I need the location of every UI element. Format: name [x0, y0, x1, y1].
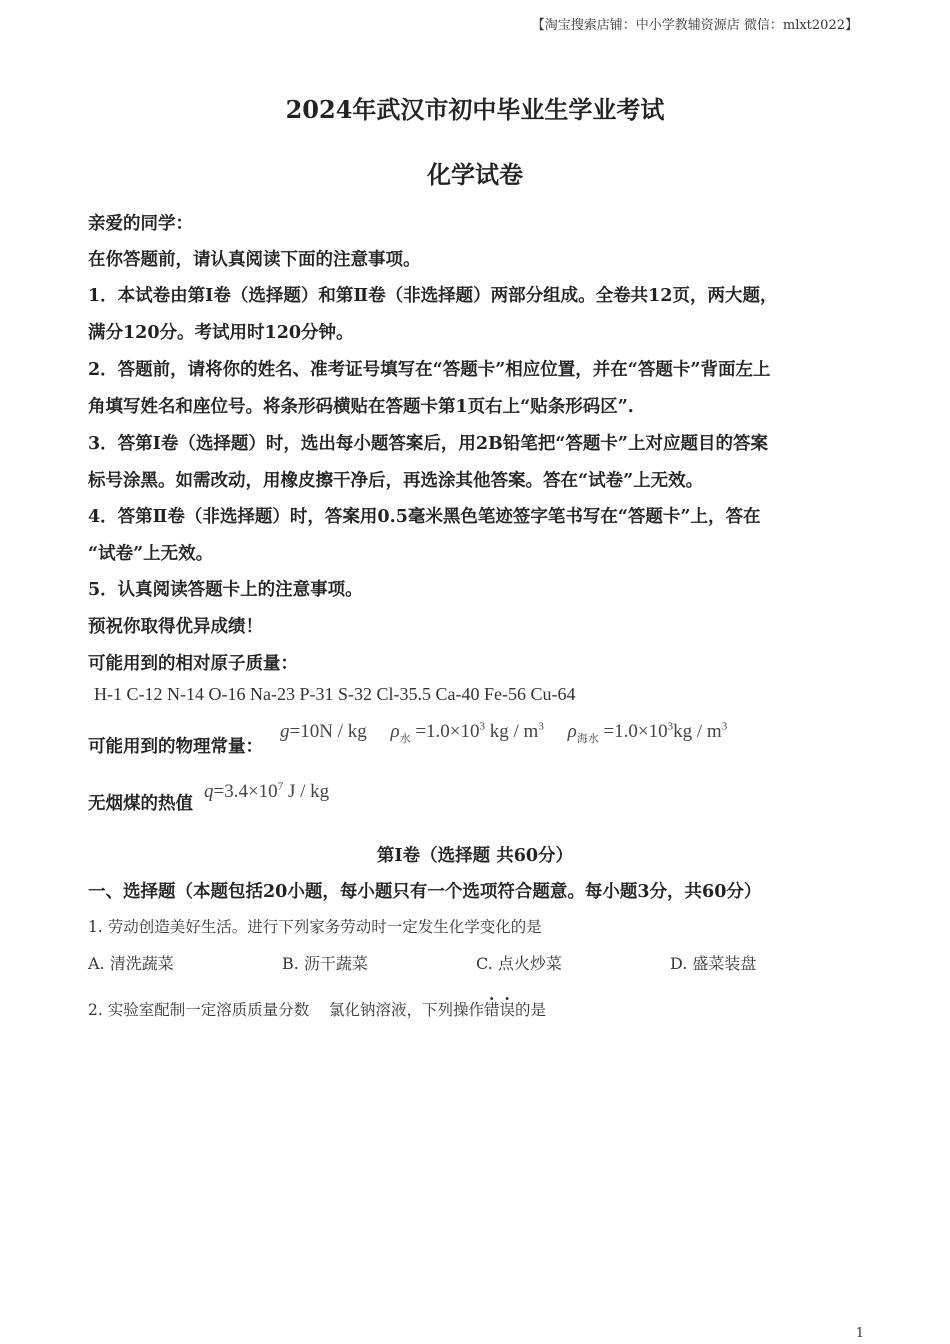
q-unit: J / kg — [287, 781, 330, 802]
q-value: =3.4×10 — [213, 781, 278, 802]
rho-water-value: =1.0×10 — [415, 721, 480, 742]
note-line: 标号涂黑。如需改动，用橡皮擦干净后，再选涂其他答案。答在“试卷”上无效。 — [88, 471, 704, 491]
rho-symbol: ρ — [567, 721, 577, 742]
note-line: 满分120分。考试用时120分钟。 — [88, 323, 354, 343]
note-line: 4．答第Ⅱ卷（非选择题）时，答案用0.5毫米黑色笔迹签字笔书写在“答题卡”上，答在 — [88, 507, 761, 527]
page-number: 1 — [855, 1326, 864, 1341]
emphasized-char: 错 — [483, 1001, 500, 1019]
question-2-stem-part: 氯化钠溶液，下列操作 — [328, 1001, 484, 1019]
atomic-mass-label: 可能用到的相对原子质量： — [88, 654, 298, 674]
question-2-stem-part: 2. 实验室配制一定溶质质量分数 — [88, 1001, 310, 1019]
intro-line: 在你答题前，请认真阅读下面的注意事项。 — [88, 250, 421, 270]
question-1-option-d: D. 盛菜装盘 — [670, 954, 757, 973]
physical-constants — [280, 721, 727, 743]
rho-sea-value: =1.0×10 — [603, 721, 668, 742]
density-unit: kg / m — [673, 721, 722, 742]
g-symbol: g — [280, 721, 290, 742]
question-1-option-c: C. 点火炒菜 — [476, 954, 562, 973]
emphasized-char: 误 — [499, 1001, 515, 1019]
unit-exponent: 3 — [538, 720, 544, 733]
seawater-subscript: 海水 — [576, 732, 599, 745]
exponent: 3 — [479, 720, 486, 733]
q-exponent: 7 — [277, 780, 284, 793]
greeting: 亲爱的同学： — [88, 214, 193, 234]
note-line: 预祝你取得优异成绩！ — [88, 617, 263, 637]
note-line: 2．答题前，请将你的姓名、准考证号填写在“答题卡”相应位置，并在“答题卡”背面左上 — [88, 360, 771, 380]
g-value: =10N / kg — [289, 721, 367, 742]
atomic-mass-list: H-1 C-12 N-14 O-16 Na-23 P-31 S-32 Cl-35.5 Ca-40 Fe-56 Cu-64 — [94, 684, 576, 704]
unit-exponent: 3 — [721, 720, 728, 733]
note-line: 角填写姓名和座位号。将条形码横贴在答题卡第1页右上“贴条形码区”. — [88, 397, 634, 417]
physical-constants-label: 可能用到的物理常量： — [88, 737, 263, 757]
exam-subtitle: 化学试卷 — [427, 160, 523, 189]
note-line: 3．答第Ⅰ卷（选择题）时，选出每小题答案后，用2B铅笔把“答题卡”上对应题目的答案 — [88, 434, 768, 454]
heat-value-label: 无烟煤的热值 — [88, 794, 193, 814]
exam-title: 2024年武汉市初中毕业生学业考试 — [285, 95, 665, 124]
water-subscript: 水 — [399, 732, 411, 745]
note-line: 1．本试卷由第Ⅰ卷（选择题）和第Ⅱ卷（非选择题）两部分组成。全卷共12页，两大题， — [88, 286, 778, 306]
question-1-option-a: A. 清洗蔬菜 — [88, 954, 174, 973]
question-2-stem — [88, 998, 546, 1020]
density-unit: kg / m — [489, 721, 539, 742]
header-note: 【淘宝搜索店铺：中小学教辅资源店 微信：mlxt2022】 — [531, 18, 858, 33]
section-title: 第Ⅰ卷（选择题 共60分） — [376, 846, 574, 866]
q-symbol: q — [204, 781, 214, 802]
question-1-option-b: B. 沥干蔬菜 — [282, 954, 368, 973]
question-1-stem: 1. 劳动创造美好生活。进行下列家务劳动时一定发生化学变化的是 — [88, 918, 542, 936]
part-heading: 一、选择题（本题包括20小题，每小题只有一个选项符合题意。每小题3分，共60分） — [88, 882, 762, 902]
heat-value-formula — [204, 781, 329, 803]
exponent: 3 — [667, 720, 674, 733]
rho-symbol: ρ — [390, 721, 400, 742]
note-line: 5．认真阅读答题卡上的注意事项。 — [88, 580, 363, 600]
note-line: “试卷”上无效。 — [88, 544, 214, 564]
question-2-stem-part: 的是 — [514, 1001, 546, 1019]
